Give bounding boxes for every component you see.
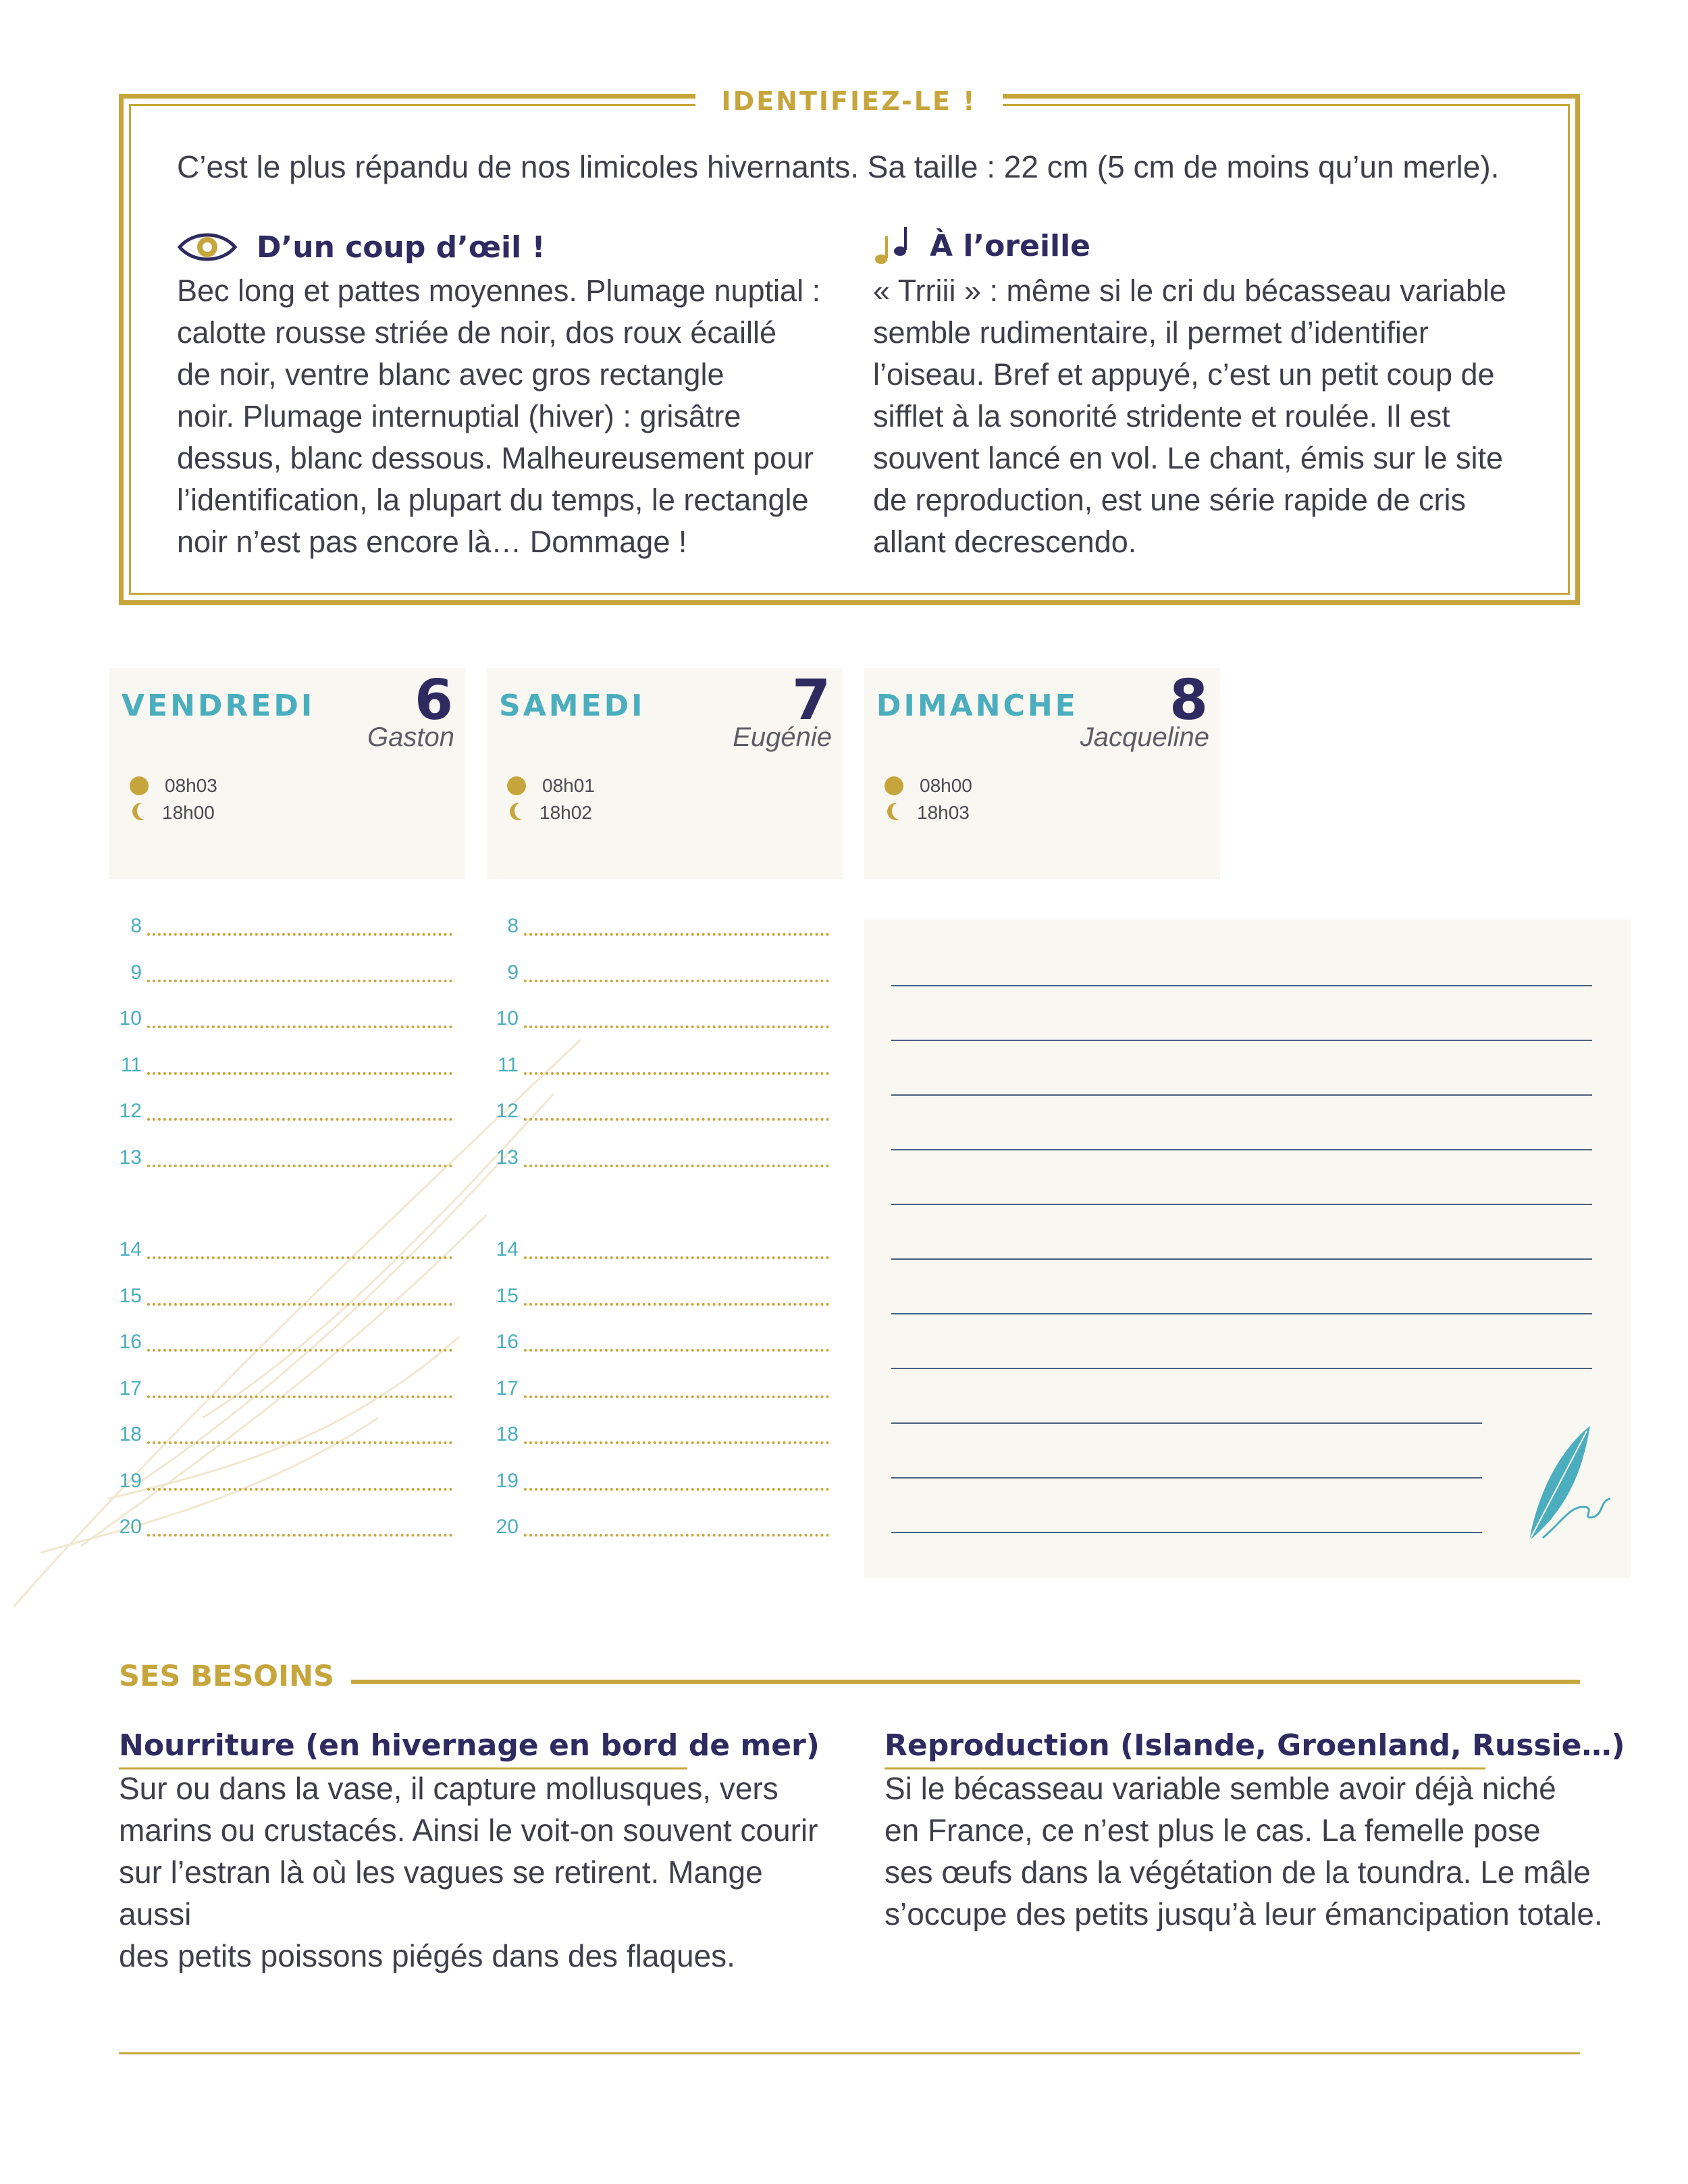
hour-dotted-line[interactable] (147, 966, 452, 982)
hour-dotted-line[interactable] (524, 1059, 829, 1075)
hour-row[interactable] (492, 1098, 829, 1125)
hour-label: 8 (507, 915, 519, 937)
moon-icon (132, 803, 149, 823)
hour-label: 10 (119, 1007, 142, 1030)
hour-label: 16 (496, 1331, 519, 1353)
sight-text: Bec long et pattes moyennes. Plumage nuptial : calotte rousse striée de noir, dos roux écaillé de noir, ventre blanc avec gros rectangle noir. Plumage internuptial (hiver) : grisâtre dessus, blanc dessous. Malheureusement pour l’identification, la plupart du temps, le rectangle noir n’est pas encore là… Dommage ! (177, 273, 821, 559)
hour-row[interactable] (115, 1375, 452, 1402)
hour-row[interactable] (115, 913, 452, 940)
hour-label: 12 (119, 1100, 142, 1122)
sunset-row (130, 802, 215, 824)
hour-label: 17 (496, 1377, 519, 1400)
hour-dotted-line[interactable] (147, 1335, 452, 1352)
hearing-heading: À l’oreille (930, 228, 1091, 263)
hour-row[interactable] (115, 1421, 452, 1448)
hour-dotted-line[interactable] (147, 1151, 452, 1167)
hour-dotted-line[interactable] (147, 1243, 452, 1259)
hour-row[interactable] (492, 1468, 829, 1495)
day-card-friday (109, 668, 465, 879)
moon-icon (887, 803, 903, 823)
note-line[interactable] (891, 1368, 1592, 1369)
hour-row[interactable] (115, 1144, 452, 1171)
hour-dotted-line[interactable] (524, 966, 829, 982)
hour-row[interactable] (115, 1052, 452, 1079)
bottom-rule (119, 2052, 1580, 2054)
repro-text: Si le bécasseau variable semble avoir déjà niché en France, ce n’est plus le cas. La femelle pose ses œufs dans la végétation de la toundra. Le mâle s’occupe des petits jusqu’à leur émancipation totale. (885, 1771, 1603, 1932)
note-line[interactable] (891, 1477, 1482, 1479)
hour-row[interactable] (115, 1098, 452, 1125)
music-notes-icon (873, 224, 914, 267)
hearing-heading-row (873, 224, 1090, 267)
hour-row[interactable] (492, 1236, 829, 1263)
moon-icon (510, 803, 526, 823)
hour-dotted-line[interactable] (524, 1382, 829, 1398)
hour-dotted-line[interactable] (524, 1428, 829, 1444)
day-name: DIMANCHE (876, 689, 1078, 723)
hour-row[interactable] (115, 1329, 452, 1356)
hour-label: 17 (119, 1377, 142, 1400)
hour-row[interactable] (115, 1005, 452, 1032)
hour-label: 13 (119, 1146, 142, 1169)
sun-icon (130, 776, 149, 795)
hour-dotted-line[interactable] (524, 1474, 829, 1491)
note-line[interactable] (891, 1313, 1592, 1314)
day-name: SAMEDI (499, 689, 645, 723)
hour-row[interactable] (492, 1144, 829, 1171)
day-saint: Eugénie (733, 722, 832, 752)
note-line[interactable] (891, 1094, 1592, 1096)
sunrise-row (507, 775, 595, 797)
day-card-saturday (487, 668, 843, 879)
hour-label: 18 (119, 1423, 142, 1445)
hour-label: 11 (120, 1053, 142, 1076)
repro-heading: Reproduction (Islande, Groenland, Russie…) (885, 1728, 1625, 1763)
sun-icon (507, 776, 526, 795)
identify-title-wrap (695, 80, 1003, 123)
hearing-text: « Trriii » : même si le cri du bécasseau variable semble rudimentaire, il permet d’identifier l’oiseau. Bref et appuyé, c’est un petit coup de sifflet à la sonorité stridente et roulée. Il est souvent lancé en vol. Le chant, émis sur le site de reproduction, est une série rapide de cris allant decrescendo. (873, 273, 1506, 559)
hour-row[interactable] (492, 1375, 829, 1402)
hour-label: 8 (130, 915, 142, 937)
hour-dotted-line[interactable] (524, 920, 829, 936)
sunrise-time: 08h03 (165, 775, 217, 796)
sunset-time: 18h00 (162, 802, 215, 823)
hour-label: 14 (496, 1238, 519, 1260)
hour-dotted-line[interactable] (147, 1059, 452, 1075)
hour-dotted-line[interactable] (147, 1520, 452, 1537)
hour-row[interactable] (492, 1514, 829, 1541)
food-heading: Nourriture (en hivernage en bord de mer) (119, 1728, 820, 1763)
hour-label: 14 (119, 1238, 142, 1260)
hour-label: 19 (119, 1469, 142, 1492)
hour-row[interactable] (492, 1283, 829, 1310)
hour-dotted-line[interactable] (147, 1104, 452, 1121)
note-line[interactable] (891, 1204, 1592, 1205)
hour-dotted-line[interactable] (524, 1335, 829, 1352)
sunrise-time: 08h01 (542, 775, 595, 796)
hour-dotted-line[interactable] (147, 1428, 452, 1444)
day-card-sunday (864, 668, 1220, 879)
hour-dotted-line[interactable] (524, 1520, 829, 1537)
hour-label: 9 (507, 961, 519, 984)
hour-dotted-line[interactable] (147, 1382, 452, 1398)
day-number: 8 (1169, 668, 1208, 733)
sight-heading-row (177, 228, 546, 266)
note-line[interactable] (891, 1532, 1482, 1533)
hour-dotted-line[interactable] (147, 1289, 452, 1306)
eye-icon (177, 228, 238, 266)
hour-row[interactable] (492, 1052, 829, 1079)
note-line[interactable] (891, 1258, 1592, 1260)
hour-label: 15 (496, 1284, 519, 1307)
food-text: Sur ou dans la vase, il capture mollusques, vers marins ou crustacés. Ainsi le voit-on souvent courir sur l’estran là où les vagues se retirent. Mange aussi des petits poissons piégés dans des flaques. (119, 1771, 818, 1973)
hour-row[interactable] (492, 1329, 829, 1356)
note-line[interactable] (891, 985, 1592, 986)
hour-label: 12 (496, 1100, 519, 1122)
note-line[interactable] (891, 1422, 1482, 1424)
day-name: VENDREDI (122, 689, 315, 723)
hour-dotted-line[interactable] (147, 920, 452, 936)
hour-dotted-line[interactable] (524, 1289, 829, 1306)
sunset-row (507, 802, 592, 824)
hour-dotted-line[interactable] (147, 1012, 452, 1028)
hour-label: 9 (130, 961, 142, 984)
sun-icon (885, 776, 903, 795)
day-number: 7 (791, 668, 830, 733)
hour-row[interactable] (492, 1005, 829, 1032)
hour-dotted-line[interactable] (524, 1243, 829, 1259)
sunrise-row (130, 775, 217, 797)
hour-dotted-line[interactable] (524, 1104, 829, 1121)
hour-label: 10 (496, 1007, 519, 1030)
hour-dotted-line[interactable] (524, 1151, 829, 1167)
hour-row[interactable] (115, 1283, 452, 1310)
hour-row[interactable] (115, 959, 452, 986)
identify-intro: C’est le plus répandu de nos limicoles hivernants. Sa taille : 22 cm (5 cm de moins qu’un merle). (177, 149, 1500, 184)
hour-row[interactable] (492, 913, 829, 940)
day-saint: Jacqueline (1080, 722, 1209, 752)
besoins-title: SES BESOINS (119, 1659, 334, 1693)
sunset-row (885, 802, 970, 824)
day-number: 6 (414, 668, 453, 733)
sunset-time: 18h02 (539, 802, 592, 823)
hour-label: 11 (497, 1053, 519, 1076)
hour-row[interactable] (492, 1421, 829, 1448)
hour-row[interactable] (115, 1236, 452, 1263)
day-saint: Gaston (367, 722, 454, 752)
hour-label: 16 (119, 1331, 142, 1353)
hour-label: 19 (496, 1469, 519, 1492)
note-line[interactable] (891, 1040, 1592, 1041)
besoins-rule (351, 1680, 1580, 1684)
hour-dotted-line[interactable] (524, 1012, 829, 1028)
hour-label: 18 (496, 1423, 519, 1445)
hour-label: 20 (119, 1516, 142, 1538)
notes-panel (864, 920, 1631, 1578)
sunrise-row (885, 775, 972, 797)
sunset-time: 18h03 (917, 802, 970, 823)
hour-row[interactable] (115, 1468, 452, 1495)
hour-dotted-line[interactable] (147, 1474, 452, 1491)
note-line[interactable] (891, 1149, 1592, 1150)
identify-title: IDENTIFIEZ-LE ! (721, 86, 977, 116)
hour-label: 15 (119, 1284, 142, 1307)
sunrise-time: 08h00 (920, 775, 972, 796)
hour-label: 20 (496, 1516, 519, 1538)
quill-icon (1516, 1419, 1617, 1547)
sight-heading: D’un coup d’œil ! (257, 230, 546, 265)
hour-row[interactable] (115, 1514, 452, 1541)
hour-label: 13 (496, 1146, 519, 1169)
hour-row[interactable] (492, 959, 829, 986)
